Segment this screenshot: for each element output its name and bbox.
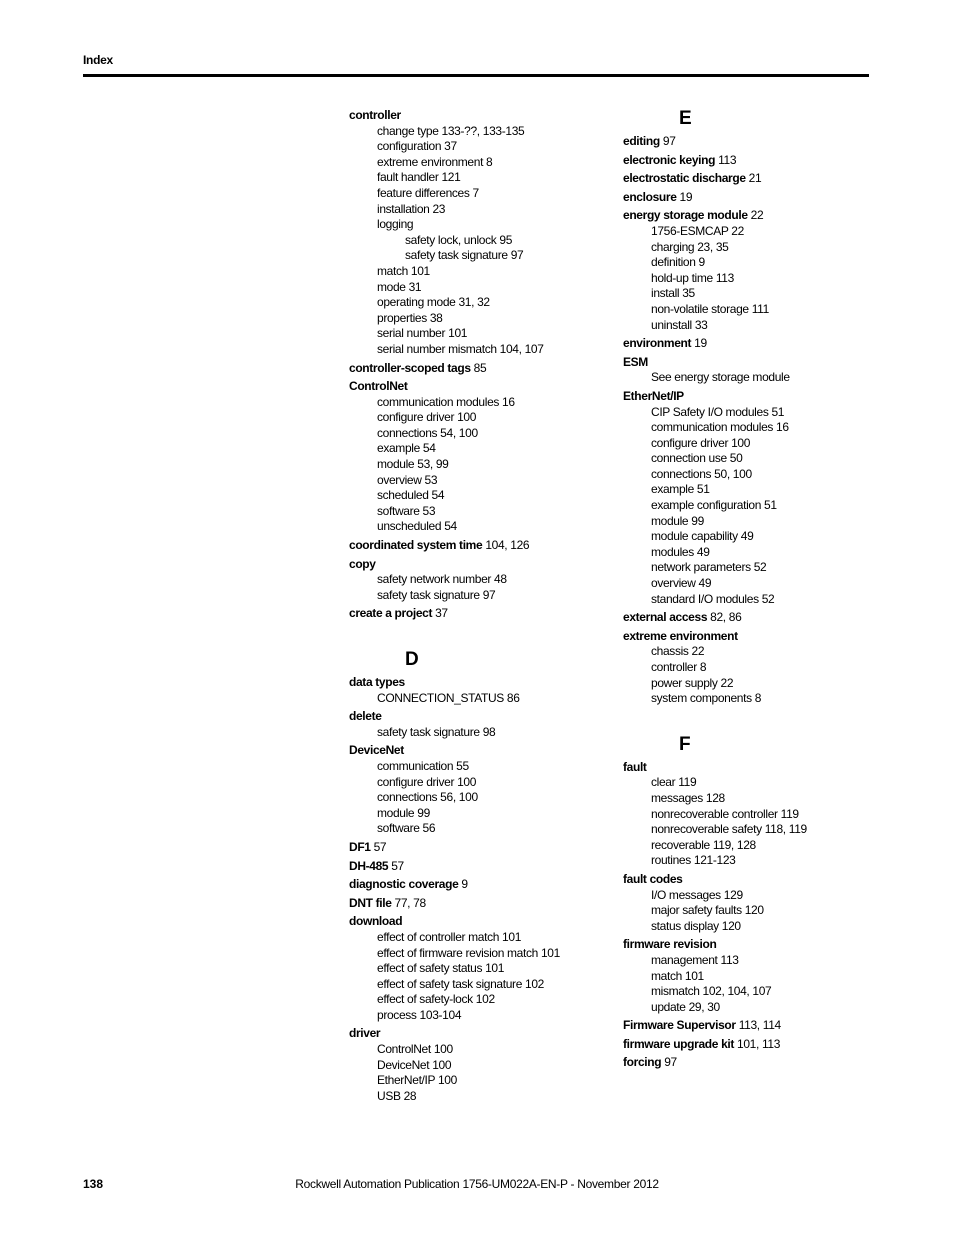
index-subentry: management 113 (651, 952, 739, 967)
index-entry (623, 1037, 893, 1053)
index-subentry: controller 8 (651, 660, 707, 674)
index-subentry: mode 31 (377, 279, 422, 294)
index-subentry: clear 119 (651, 775, 697, 790)
index-subentry: example configuration 51 (651, 498, 777, 513)
index-subentry: major safety faults 120 (651, 903, 764, 918)
index-page-refs: 97 (662, 134, 676, 148)
index-subentry: USB 28 (377, 1088, 417, 1103)
index-subentry: scheduled 54 (377, 488, 445, 503)
index-subentry: communication modules 16 (651, 420, 789, 435)
index-term: external access (623, 610, 708, 625)
index-term: copy (349, 556, 376, 571)
index-subentry: configure driver 100 (651, 435, 751, 450)
index-subentry: update 29, 30 (651, 999, 720, 1014)
index-term: fault codes (623, 871, 683, 886)
index-page-refs: 77, 78 (394, 895, 426, 910)
index-term: ControlNet (349, 379, 408, 394)
index-subsubentry: safety lock, unlock 95 (405, 232, 513, 247)
index-page-refs: 19 (679, 189, 693, 204)
index-subentry: module 99 (377, 805, 430, 820)
index-entry (349, 361, 619, 377)
index-entry (623, 1018, 893, 1034)
index-subentry: See energy storage module (651, 370, 790, 385)
index-term: forcing (623, 1055, 662, 1070)
index-subentry: serial number mismatch 104, 107 (377, 341, 544, 356)
index-entry (349, 877, 619, 893)
index-page-refs: 104, 126 (485, 538, 530, 553)
index-subsubentry: safety task signature 97 (405, 248, 524, 263)
index-page-refs: 113, 114 (738, 1018, 781, 1033)
index-column-right (623, 108, 893, 1071)
index-subentry: network parameters 52 (651, 560, 767, 575)
index-subentry: serial number 101 (377, 326, 468, 341)
index-entry (349, 896, 619, 912)
publication-text: Rockwell Automation Publication 1756-UM022A-EN-P - November 2012 (295, 1177, 659, 1191)
index-entry (623, 872, 893, 888)
index-term: EtherNet/IP (623, 388, 684, 403)
index-term: ESM (623, 354, 648, 369)
index-subentry: EtherNet/IP 100 (377, 1073, 457, 1088)
index-term: create a project (349, 606, 433, 621)
index-subentry: match 101 (377, 263, 430, 278)
index-page-refs: 22 (750, 208, 764, 223)
index-subentry: non-volatile storage 111 (651, 301, 769, 316)
index-subentry: mismatch 102, 104, 107 (651, 984, 772, 999)
index-page-refs: 97 (664, 1055, 677, 1070)
index-entry (623, 760, 893, 776)
index-entry (623, 389, 893, 405)
index-subentry: I/O messages 129 (651, 887, 743, 902)
index-section-letter: F (679, 733, 691, 755)
index-subentry: effect of safety task signature 102 (377, 976, 544, 991)
index-subentry: software 53 (377, 503, 436, 518)
index-subentry: system components 8 (651, 691, 762, 706)
index-page-refs: 19 (694, 336, 707, 351)
index-term: environment (623, 336, 692, 351)
index-subentry: change type 133-??, 133-135 (377, 123, 525, 138)
index-term: driver (349, 1026, 381, 1041)
index-term: fault (623, 759, 647, 774)
index-entry (349, 379, 619, 395)
index-subentry: module 99 (651, 513, 704, 528)
index-term: controller (349, 108, 401, 122)
index-page-refs: 57 (373, 839, 387, 854)
index-subentry: uninstall 33 (651, 317, 708, 332)
index-subentry: safety task signature 97 (377, 587, 496, 602)
publication-footer (0, 1177, 954, 1191)
index-subentry: status display 120 (651, 918, 741, 933)
index-entry (349, 859, 619, 875)
index-term: data types (349, 675, 405, 689)
index-term: diagnostic coverage (349, 877, 459, 892)
index-term: download (349, 914, 403, 929)
index-subentry: installation 23 (377, 201, 446, 216)
index-subentry: install 35 (651, 286, 695, 301)
index-subentry: power supply 22 (651, 675, 734, 690)
index-entry (349, 557, 619, 573)
index-entry (623, 153, 893, 169)
index-subentry: ControlNet 100 (377, 1042, 453, 1057)
index-page-refs: 85 (473, 360, 487, 375)
index-subentry: connections 50, 100 (651, 466, 752, 481)
index-subentry: nonrecoverable safety 118, 119 (651, 822, 807, 837)
index-term: coordinated system time (349, 538, 483, 553)
index-term: Firmware Supervisor (623, 1018, 736, 1033)
index-subentry: example 54 (377, 441, 436, 456)
header-rule (83, 74, 869, 77)
index-section-letter: E (679, 108, 692, 129)
index-subentry: effect of safety-lock 102 (377, 992, 495, 1007)
index-subentry: unscheduled 54 (377, 519, 457, 534)
index-subentry: effect of safety status 101 (377, 961, 505, 976)
index-subentry: communication modules 16 (377, 394, 515, 409)
index-subentry: charging 23, 35 (651, 239, 729, 254)
index-subentry: DeviceNet 100 (377, 1057, 452, 1072)
index-subentry: software 56 (377, 821, 436, 836)
index-subentry: example 51 (651, 482, 710, 497)
index-subentry: messages 128 (651, 790, 725, 805)
index-entry (623, 336, 893, 352)
index-subentry: connections 56, 100 (377, 790, 478, 805)
index-term: delete (349, 709, 382, 724)
index-subentry: communication 55 (377, 758, 469, 773)
index-subentry: standard I/O modules 52 (651, 591, 775, 606)
index-term: energy storage module (623, 208, 748, 223)
index-subentry: connection use 50 (651, 451, 743, 466)
index-term: DeviceNet (349, 743, 404, 758)
index-subentry: overview 53 (377, 472, 438, 487)
index-entry (623, 208, 893, 224)
index-column-left (349, 108, 619, 1104)
index-subentry: properties 38 (377, 310, 443, 325)
index-page-refs: 21 (748, 171, 762, 186)
index-page-refs: 82, 86 (710, 610, 742, 625)
index-subentry: configure driver 100 (377, 774, 477, 789)
index-entry (349, 1026, 619, 1042)
index-subentry: overview 49 (651, 576, 712, 591)
index-entry (349, 606, 619, 622)
index-entry (623, 190, 893, 206)
index-entry (623, 937, 893, 953)
index-entry (349, 108, 619, 124)
index-subentry: safety task signature 98 (377, 724, 496, 739)
index-subentry: configuration 37 (377, 139, 457, 154)
index-term: DF1 (349, 839, 371, 854)
index-entry (623, 171, 893, 187)
index-entry (349, 675, 619, 691)
index-subentry: routines 121-123 (651, 853, 736, 868)
index-page-refs: 57 (391, 858, 404, 873)
index-entry (623, 629, 893, 645)
index-entry (623, 355, 893, 371)
index-entry (623, 134, 893, 150)
index-subentry: module 53, 99 (377, 457, 449, 472)
index-subentry: process 103-104 (377, 1007, 462, 1022)
index-term: extreme environment (623, 628, 738, 643)
index-subentry: recoverable 119, 128 (651, 837, 756, 852)
index-term: DNT file (349, 895, 392, 910)
index-page-refs: 9 (461, 877, 468, 892)
index-subentry: configure driver 100 (377, 410, 477, 425)
index-term: enclosure (623, 189, 677, 204)
index-subentry: definition 9 (651, 255, 705, 270)
index-entry (349, 709, 619, 725)
index-subentry: hold-up time 113 (651, 270, 734, 285)
index-subentry: modules 49 (651, 544, 710, 559)
index-entry (349, 538, 619, 554)
index-subentry: match 101 (651, 968, 704, 983)
index-subentry: CIP Safety I/O modules 51 (651, 404, 785, 419)
index-entry (349, 914, 619, 930)
running-header: Index (83, 53, 113, 67)
index-entry (349, 743, 619, 759)
index-term: editing (623, 134, 660, 148)
index-page-refs: 101, 113 (737, 1036, 781, 1051)
index-subentry: CONNECTION_STATUS 86 (377, 690, 520, 705)
page-number: 138 (83, 1177, 104, 1191)
index-subentry: chassis 22 (651, 644, 705, 659)
index-term: firmware upgrade kit (623, 1036, 735, 1051)
index-subentry: effect of firmware revision match 101 (377, 945, 560, 960)
index-subentry: operating mode 31, 32 (377, 295, 490, 310)
index-subentry: module capability 49 (651, 529, 754, 544)
index-subentry: logging (377, 217, 414, 232)
index-subentry: extreme environment 8 (377, 154, 493, 169)
index-page-refs: 37 (435, 606, 448, 621)
index-section-letter: D (405, 649, 419, 670)
index-entry (623, 1055, 893, 1071)
index-subentry: feature differences 7 (377, 185, 479, 200)
index-subentry: nonrecoverable controller 119 (651, 806, 799, 821)
index-term: DH-485 (349, 858, 389, 873)
index-subentry: 1756-ESMCAP 22 (651, 223, 744, 238)
index-subentry: effect of controller match 101 (377, 929, 522, 944)
index-subentry: connections 54, 100 (377, 425, 478, 440)
index-term: controller-scoped tags (349, 360, 471, 375)
index-entry (349, 840, 619, 856)
index-term: firmware revision (623, 937, 717, 952)
index-entry (623, 610, 893, 626)
index-page-refs: 113 (718, 152, 737, 167)
index-subentry: fault handler 121 (377, 170, 461, 185)
index-subentry: safety network number 48 (377, 572, 507, 587)
index-term: electronic keying (623, 152, 716, 167)
index-term: electrostatic discharge (623, 171, 746, 186)
